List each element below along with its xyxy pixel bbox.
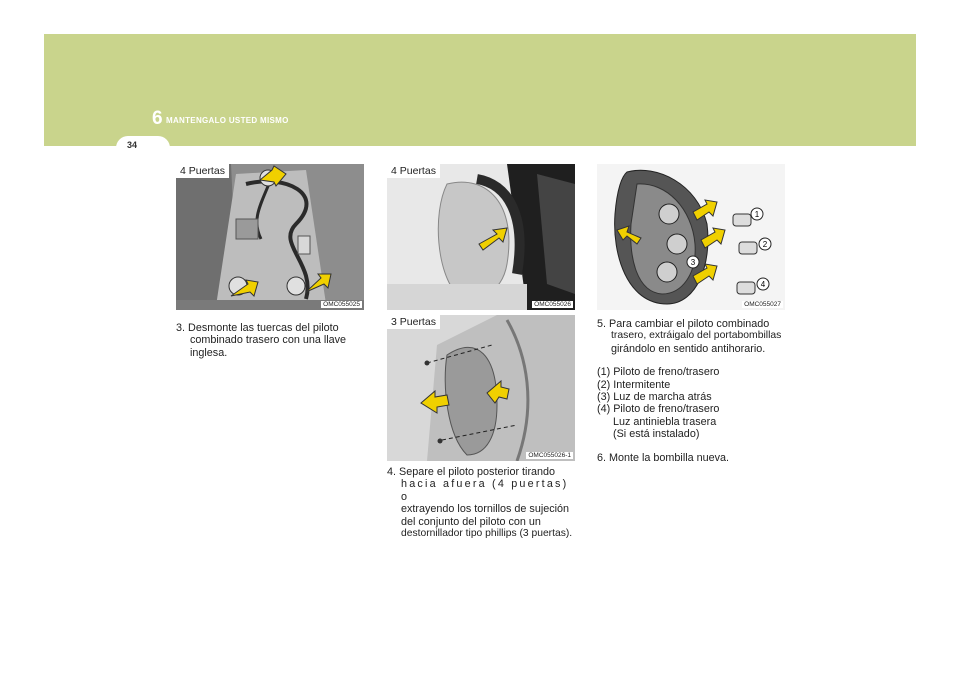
figure-tail-lamp-nuts [176, 164, 364, 310]
page-number-tab [116, 136, 170, 160]
step-3-line-1: Desmonte las tuercas del piloto [188, 322, 339, 334]
callout-2: 2 [762, 240, 768, 249]
step-6-number: 6. [597, 451, 607, 464]
step-4-line-1: Separe el piloto posterior tirando [399, 466, 556, 478]
step-4 [387, 466, 577, 540]
tail-lamp-nuts-illustration [176, 164, 364, 310]
step-3-line-3: inglesa. [190, 346, 228, 359]
bulb-item-4: (4) Piloto de freno/trasero [597, 403, 720, 416]
step-3-line-2: combinado trasero con una llave [190, 334, 347, 347]
bulb-item-4-line-2: Luz antiniebla trasera [613, 415, 717, 428]
callout-1: 1 [754, 210, 760, 219]
bulb-item-3: (3) Luz de marcha atrás [597, 391, 712, 404]
header-band [44, 34, 916, 146]
chapter-title: MANTENGALO USTED MISMO [166, 116, 289, 125]
callout-4: 4 [760, 280, 766, 289]
bulb-sockets-illustration [597, 164, 785, 310]
step-3-number: 3. [176, 322, 186, 334]
figure3-label: 3 Puertas [387, 315, 440, 329]
step-4-line-3: extrayendo los tornillos de sujeción [401, 503, 570, 516]
chapter-number: 6 [152, 108, 163, 129]
figure2-code: OMC055026 [534, 301, 571, 308]
step-4-line-2: hacia afuera (4 puertas) o [401, 478, 569, 503]
step-5-line-2: trasero, extráigalo del portabombillas [611, 330, 782, 342]
bulb-item-4-line-3: (Si está instalado) [613, 428, 700, 441]
step-5-line-1: Para cambiar el piloto combinado [609, 318, 770, 330]
figure1-label: 4 Puertas [176, 164, 229, 178]
figure3-code: OMC055026-1 [528, 452, 571, 459]
figure4-code: OMC055027 [744, 301, 781, 308]
step-5-number: 5. [597, 318, 607, 330]
pull-lamp-illustration [387, 164, 575, 310]
step-4-number: 4. [387, 466, 397, 478]
figure2-label: 4 Puertas [387, 164, 440, 178]
step-3 [176, 322, 366, 359]
figure1-code: OMC055025 [323, 301, 360, 308]
bulb-item-2: (2) Intermitente [597, 378, 671, 391]
bulb-item-1: (1) Piloto de freno/trasero [597, 366, 720, 379]
step-6-text: Monte la bombilla nueva. [609, 451, 730, 464]
page-number: 34 [127, 140, 138, 150]
figure-bulb-sockets [597, 164, 785, 310]
callout-3: 3 [690, 258, 696, 267]
step-4-line-5: destornillador tipo phillips (3 puertas). [401, 528, 573, 540]
remove-screws-illustration [387, 315, 575, 461]
step-5-line-3: girándolo en sentido antihorario. [611, 342, 766, 355]
figure-remove-screws [387, 315, 575, 461]
figure-pull-lamp [387, 164, 575, 310]
step-4-line-4: del conjunto del piloto con un [401, 515, 541, 528]
step-5 [597, 318, 787, 464]
